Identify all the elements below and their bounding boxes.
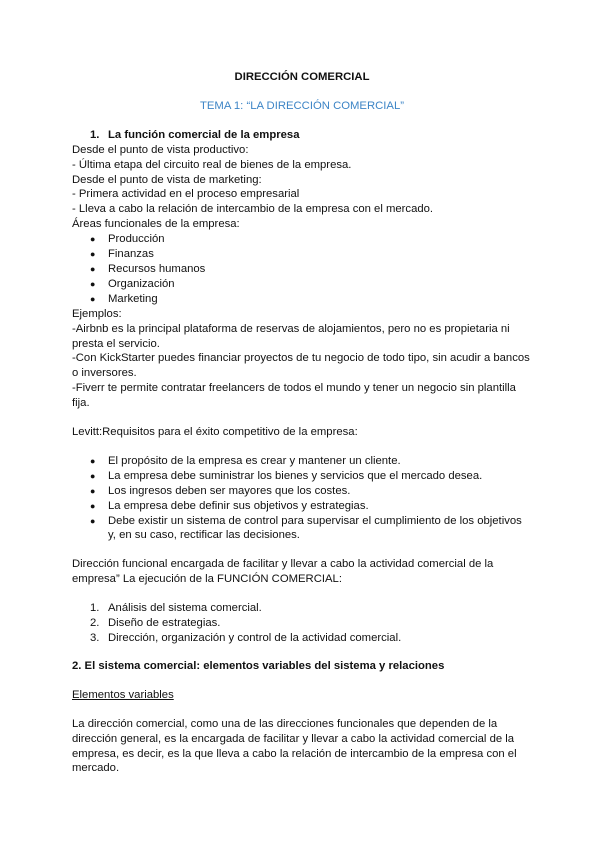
list-item: ● Recursos humanos (90, 262, 206, 275)
section-2-paragraph: La dirección comercial, como una de las direcciones funcionales que dependen de la dirección general, es la encargada de facilitar y llevar a cabo la actividad comercial de la empresa, es decir, es la que lleva a cabo la relación de intercambio de la empresa con el mercado. (72, 717, 517, 775)
bullet-icon: ● (90, 485, 96, 496)
text-line: Áreas funcionales de la empresa: (72, 218, 240, 231)
list-item: ● La empresa debe suministrar los bienes y servicios que el mercado desea. (90, 469, 483, 482)
example-paragraph: -Airbnb es la principal plataforma de reservas de alojamientos, pero no es propietaria ni presta el servicio. (72, 322, 510, 350)
document-title: DIRECCIÓN COMERCIAL (234, 71, 370, 83)
section-2-subheading: Elementos variables (72, 688, 174, 701)
section-2-heading: 2. El sistema comercial: elementos variables del sistema y relaciones (72, 659, 445, 672)
document-subtitle: TEMA 1: “LA DIRECCIÓN COMERCIAL” (199, 99, 404, 112)
text-line: - Primera actividad en el proceso empresarial (72, 188, 300, 201)
list-item: ● Producción (90, 233, 165, 246)
commercial-function-list (72, 601, 532, 646)
document-page (72, 70, 532, 776)
functional-areas-list (72, 232, 532, 307)
bullet-icon: ● (90, 500, 96, 511)
bullet-icon: ● (90, 293, 96, 304)
list-item: ● Los ingresos deben ser mayores que los costes. (90, 484, 351, 497)
list-item: ● Finanzas (90, 248, 154, 261)
examples-label: Ejemplos: (72, 307, 122, 320)
list-item: 1. Análisis del sistema comercial. (90, 602, 262, 615)
levitt-requirements-list (72, 454, 532, 543)
example-paragraph: -Con KickStarter puedes financiar proyectos de tu negocio de todo tipo, sin acudir a bancos o inversores. (72, 352, 530, 380)
section-1-heading (72, 128, 532, 143)
text-line: Desde el punto de vista de marketing: (72, 173, 262, 186)
direction-paragraph: Dirección funcional encargada de facilitar y llevar a cabo la actividad comercial de la empresa” La ejecución de la FUNCIÓN COMERCIAL: (72, 558, 494, 586)
bullet-icon: ● (90, 455, 96, 466)
bullet-icon: ● (90, 515, 96, 526)
levitt-intro: Levitt:Requisitos para el éxito competitivo de la empresa: (72, 426, 358, 439)
example-paragraph: -Fiverr te permite contratar freelancers de todos el mundo y tener un negocio sin plantilla fija. (72, 382, 516, 410)
bullet-icon: ● (90, 470, 96, 481)
section-1-title: La función comercial de la empresa (108, 128, 300, 141)
bullet-icon: ● (90, 249, 96, 260)
text-line: - Última etapa del circuito real de bienes de la empresa. (72, 158, 352, 171)
bullet-icon: ● (90, 234, 96, 245)
text-line: - Lleva a cabo la relación de intercambio de la empresa con el mercado. (72, 203, 434, 216)
list-item: 3. Dirección, organización y control de la actividad comercial. (90, 632, 402, 644)
section-1-number: 1. (90, 128, 100, 141)
bullet-icon: ● (90, 278, 96, 289)
list-item: ● Organización (90, 277, 175, 290)
list-item: ● Marketing (90, 292, 158, 305)
list-item: ● La empresa debe definir sus objetivos y estrategias. (90, 499, 369, 512)
list-item: ● Debe existir un sistema de control para supervisar el cumplimiento de los objetivos y, en su caso, rectificar las decisiones. (90, 514, 522, 542)
list-item: ● El propósito de la empresa es crear y mantener un cliente. (90, 454, 401, 467)
list-item: 2. Diseño de estrategias. (90, 617, 221, 630)
text-line: Desde el punto de vista productivo: (72, 143, 249, 156)
bullet-icon: ● (90, 263, 96, 274)
